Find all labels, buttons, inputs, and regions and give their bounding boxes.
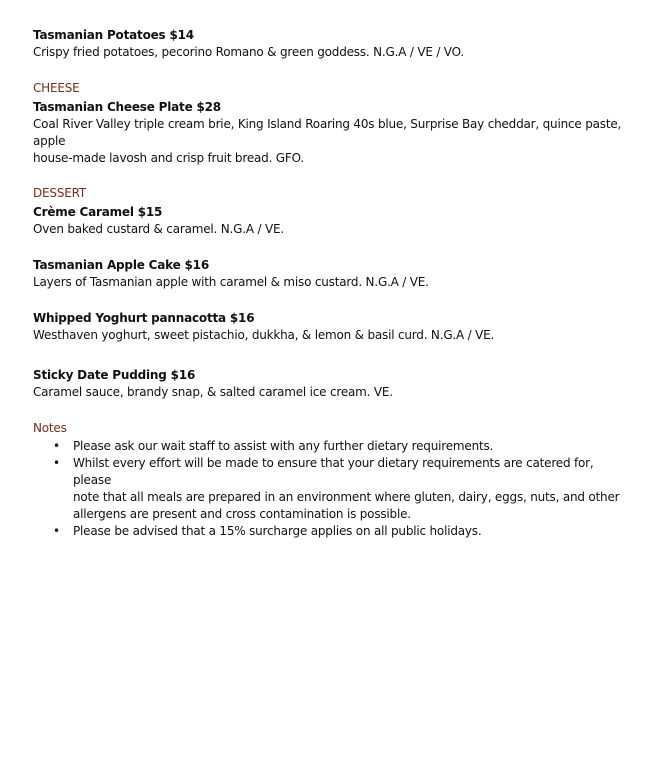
menu-item-pannacotta — [33, 310, 633, 344]
note-item — [33, 455, 633, 523]
item-description-line-1: Coal River Valley triple cream brie, King Island Roaring 40s blue, Surprise Bay cheddar, quince paste, apple — [33, 117, 622, 148]
section-heading-dessert: DESSERT — [33, 186, 87, 200]
item-title: Whipped Yoghurt pannacotta $16 — [33, 311, 255, 325]
menu-item-creme-caramel — [33, 204, 633, 238]
bullet-icon: • — [53, 524, 60, 538]
menu-item-apple-cake — [33, 257, 633, 291]
menu-item-cheese-plate — [33, 99, 633, 167]
item-title: Tasmanian Cheese Plate $28 — [33, 100, 221, 114]
menu-page — [33, 27, 633, 540]
bullet-icon: • — [53, 439, 60, 453]
item-description: Oven baked custard & caramel. N.G.A / VE. — [33, 222, 284, 236]
menu-item-potatoes — [33, 27, 633, 61]
item-description: Layers of Tasmanian apple with caramel & miso custard. N.G.A / VE. — [33, 275, 429, 289]
note-item — [33, 523, 633, 540]
menu-item-sticky-date-pudding — [33, 367, 633, 401]
note-line: Please be advised that a 15% surcharge applies on all public holidays. — [73, 524, 482, 538]
note-line: Please ask our wait staff to assist with any further dietary requirements. — [73, 439, 494, 453]
bullet-icon: • — [53, 456, 60, 470]
notes-list — [33, 438, 633, 540]
item-title: Crème Caramel $15 — [33, 205, 163, 219]
section-heading-notes: Notes — [33, 421, 67, 435]
item-title: Tasmanian Potatoes $14 — [33, 28, 194, 42]
item-description: Westhaven yoghurt, sweet pistachio, dukkha, & lemon & basil curd. N.G.A / VE. — [33, 328, 495, 342]
note-line: Whilst every effort will be made to ensure that your dietary requirements are catered for, please — [73, 456, 594, 487]
section-heading-cheese: CHEESE — [33, 81, 80, 95]
item-title: Tasmanian Apple Cake $16 — [33, 258, 209, 272]
note-item — [33, 438, 633, 455]
item-description: Crispy fried potatoes, pecorino Romano & green goddess. N.G.A / VE / VO. — [33, 45, 464, 59]
note-line: allergens are present and cross contamination is possible. — [73, 507, 411, 521]
item-description: Caramel sauce, brandy snap, & salted caramel ice cream. VE. — [33, 385, 393, 399]
note-line: note that all meals are prepared in an environment where gluten, dairy, eggs, nuts, and other — [73, 490, 620, 504]
item-title: Sticky Date Pudding $16 — [33, 368, 196, 382]
item-description-line-2: house-made lavosh and crisp fruit bread. GFO. — [33, 151, 304, 165]
